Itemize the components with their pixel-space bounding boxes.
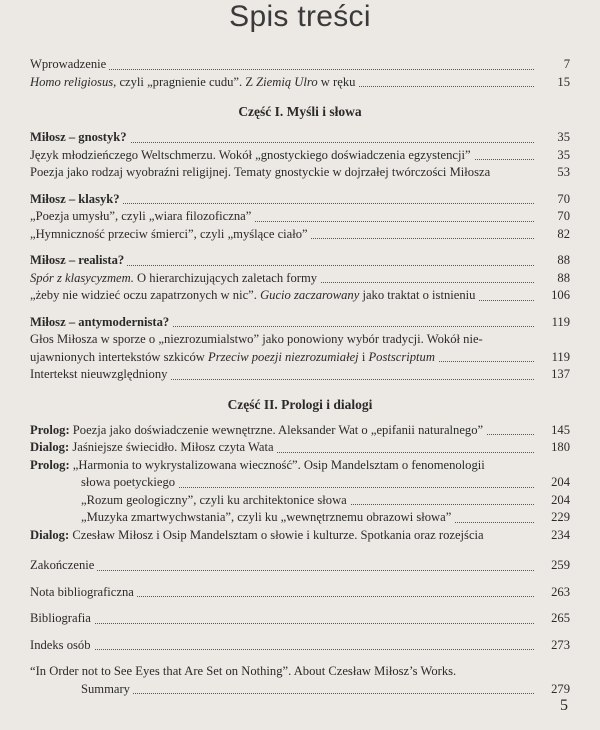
page-number: 35	[557, 147, 570, 162]
page-number: 15	[557, 74, 570, 89]
page-number: 106	[551, 288, 570, 302]
toc-section-head: Miłosz – gnostyk? 35	[30, 129, 570, 147]
page-number: 119	[551, 314, 570, 329]
page-number: 273	[551, 637, 570, 652]
page-number: 259	[551, 558, 570, 572]
toc-entry: Spór z klasycyzmem. O hierarchizujących zaletach formy 88	[30, 270, 570, 288]
toc-section-head: Miłosz – antymodernista? 119	[30, 314, 570, 332]
toc-entry: „żeby nie widzieć oczu zapatrzonych w nic”. Gucio zaczarowany jako traktat o istnieniu 106	[30, 287, 570, 305]
toc-entry: Wprowadzenie 7	[30, 56, 570, 74]
toc-entry: Język młodzieńczego Weltschmerzu. Wokół „gnostyckiego doświadczenia egzystencji” 35	[30, 147, 570, 165]
toc-entry: Dialog: Jaśniejsze świecidło. Miłosz czyta Wata 180	[30, 439, 570, 457]
page-number: 82	[557, 226, 570, 241]
page-title: Spis treści	[229, 0, 371, 33]
toc-entry: słowa poetyckiego 204	[30, 474, 570, 492]
toc-entry: „Rozum geologiczny”, czyli ku architektonice słowa 204	[30, 492, 570, 510]
toc-entry: Poezja jako rodzaj wyobraźni religijnej. Tematy gnostyckie w dojrzałej twórczości Miłosza 53	[30, 164, 570, 182]
page-number: 53	[557, 165, 570, 179]
toc-entry: Nota bibliograficzna 263	[30, 584, 570, 602]
page-number: 234	[551, 527, 570, 542]
page-number: 180	[551, 440, 570, 454]
page-number: 7	[563, 57, 570, 71]
page-number: 145	[551, 422, 570, 437]
toc-entry: Zakończenie 259	[30, 557, 570, 575]
toc-entry: Głos Miłosza w sporze o „niezrozumialstwo” jako ponowiony wybór tradycji. Wokół nie-	[30, 332, 483, 346]
toc-entry: Summary 279	[30, 681, 570, 699]
toc-entry: Homo religiosus, czyli „pragnienie cudu”. Z Ziemią Ulro w ręku 15	[30, 74, 570, 92]
page-number: 119	[551, 349, 570, 364]
toc-entry: ujawnionych intertekstów szkiców Przeciw poezji niezrozumiałej i Postscriptum 119	[30, 349, 570, 367]
toc-entry: Prolog: „Harmonia to wykrystalizowana wieczność”. Osip Mandelsztam o fenomenologii	[30, 457, 485, 472]
page-number: 137	[551, 367, 570, 381]
page-number: 35	[557, 130, 570, 144]
toc-entry: Intertekst nieuwzględniony 137	[30, 366, 570, 384]
toc-entry: „Poezja umysłu”, czyli „wiara filozoficzna” 70	[30, 208, 570, 226]
toc-section-head: Miłosz – klasyk? 70	[30, 191, 570, 209]
part-heading: Część I. Myśli i słowa	[238, 104, 362, 119]
page-number: 70	[557, 191, 570, 206]
page-number: 263	[551, 584, 570, 599]
toc-section-head: Miłosz – realista? 88	[30, 252, 570, 270]
toc-entry: Bibliografia 265	[30, 610, 570, 628]
toc-entry: Dialog: Czesław Miłosz i Osip Mandelsztam o słowie i kulturze. Spotkania oraz rozejścia 234	[30, 527, 570, 545]
page-number: 204	[551, 475, 570, 489]
toc-entry: Indeks osób 273	[30, 637, 570, 655]
toc-entry: “In Order not to See Eyes that Are Set on Nothing”. About Czesław Miłosz’s Works.	[30, 664, 457, 678]
toc-entry: „Muzyka zmartwychwstania”, czyli ku „wewnętrznemu obrazowi słowa” 229	[30, 509, 570, 527]
part-heading: Część II. Prologi i dialogi	[227, 396, 373, 412]
page-number: 229	[551, 510, 570, 524]
page-number: 204	[551, 492, 570, 507]
table-of-contents	[30, 56, 570, 698]
page-number: 88	[557, 270, 570, 285]
page-number: 279	[551, 681, 570, 696]
toc-entry: „Hymniczność przeciw śmierci”, czyli „myślące ciało” 82	[30, 226, 570, 244]
toc-entry: Prolog: Poezja jako doświadczenie wewnętrzne. Aleksander Wat o „epifanii naturalnego” 145	[30, 422, 570, 440]
page-number: 265	[551, 611, 570, 625]
page-folio: 5	[560, 697, 568, 714]
page-number: 88	[557, 253, 570, 267]
page-number: 70	[557, 209, 570, 223]
